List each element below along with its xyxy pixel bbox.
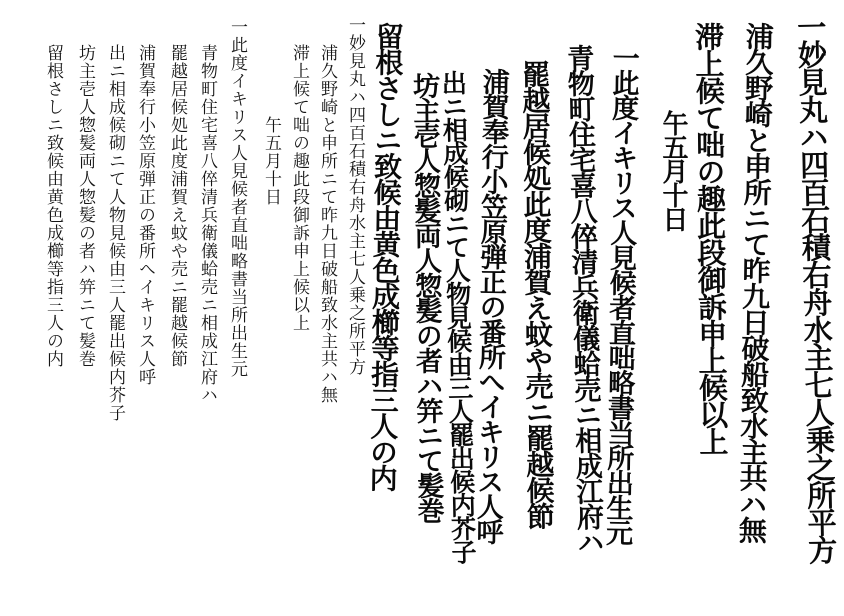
handwritten-line-2: 浦久野崎と申所ニて昨九日破船致水主共ハ無 [734, 21, 775, 543]
handwritten-line-10: 坊主壱人惣髪両人惣髪の者ハ笄ニて髪巻 [408, 71, 444, 523]
printed-line-3: 滞上候て咄の趣此段御訴申上候以上 [289, 44, 309, 332]
printed-line-10: 坊主壱人惣髪両人惣髪の者ハ笄ニて髪巻 [75, 44, 95, 368]
printed-line-11: 留根さしニ致候由黄色成櫛等指三人の内 [43, 44, 63, 368]
printed-line-9: 出ニ相成候砌ニて人物見候由三人罷出候内芥子 [105, 44, 125, 422]
handwritten-line-11: 留根さしニ致候由黄色成櫛等指三人の内 [365, 21, 405, 491]
printed-line-2: 浦久野崎と申所ニて昨九日破船致水主共ハ無 [317, 44, 337, 404]
handwritten-line-6: 青物町住宅喜八倅清兵衛儀蛤売ニ相成江府ハ [562, 43, 604, 555]
handwritten-line-7: 罷越居候処此度浦賀え蚊や売ニ罷越候節 [518, 59, 556, 529]
printed-line-6: 青物町住宅喜八倅清兵衛儀蛤売ニ相成江府ハ [197, 44, 217, 404]
handwritten-line-1: 一妙見丸ハ四百石積右舟水主七人乗之所平方 [793, 11, 839, 564]
handwritten-line-4: 午五月十日 [658, 110, 688, 230]
handwritten-line-5: 一此度イキリス人見候者直咄略書当所出生元 [601, 43, 639, 545]
handwritten-line-9: 出ニ相成候砌ニて人物見候由三人罷出候内芥子 [438, 69, 478, 563]
handwritten-line-8: 浦賀奉行小笠原弾正の番所へイキリス人呼 [471, 67, 509, 544]
printed-line-7: 罷越居候処此度浦賀え蚊や売ニ罷越候節 [167, 44, 187, 368]
printed-line-5: 一此度イキリス人見候者直咄略書当所出生元 [227, 18, 247, 378]
printed-line-1: 一妙見丸ハ四百石積右舟水主七人乗之所平方 [345, 16, 365, 376]
printed-line-8: 浦賀奉行小笠原弾正の番所へイキリス人呼 [135, 44, 155, 386]
handwritten-line-3: 滞上候て咄の趣此段御訴申上候以上 [691, 21, 730, 455]
printed-line-4: 午五月十日 [261, 116, 281, 206]
